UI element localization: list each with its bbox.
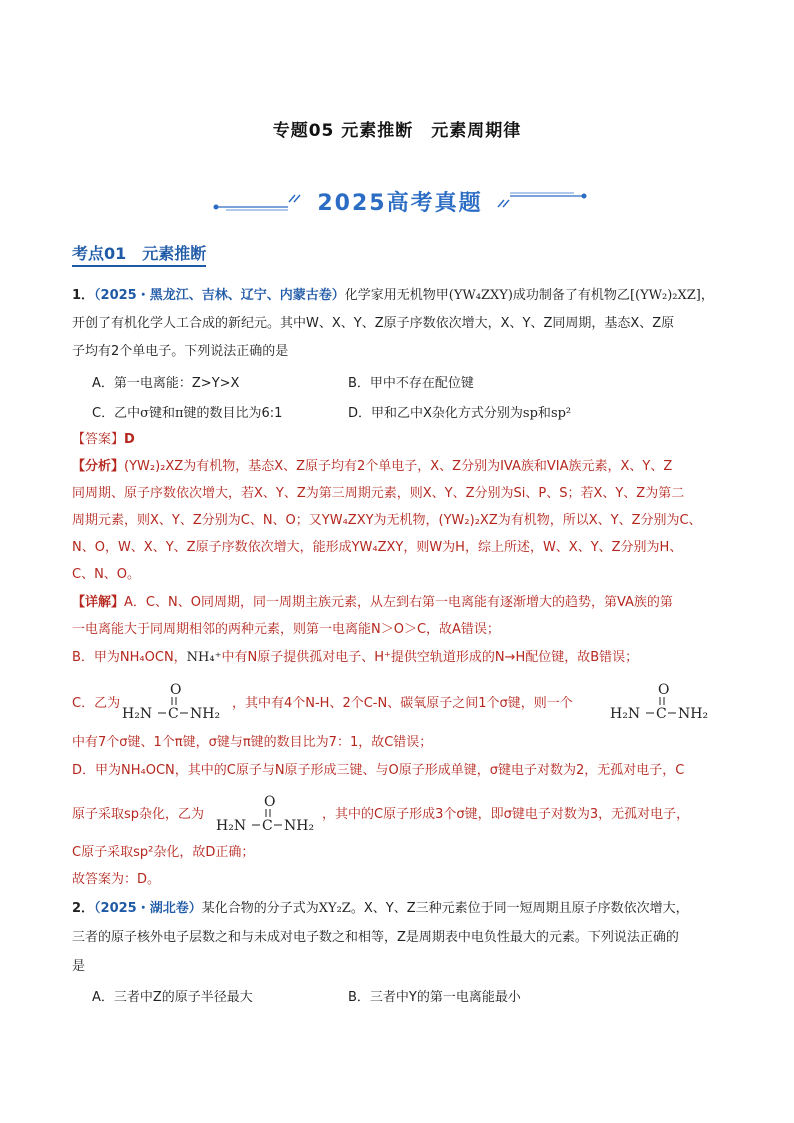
banner-text: 2025高考真题 (317, 191, 483, 216)
svg-text:NH₂: NH₂ (284, 818, 315, 834)
q1-detail-d-line2b: ，其中的C原子形成3个σ键，即σ键电子对数为3，无孤对电子， (322, 807, 690, 822)
urea-structure (120, 678, 230, 722)
q2-source: （2025・湖北卷） (94, 901, 202, 916)
q1-detail-a-line1: 【详解】A．C、N、O同周期，同一周期主族元素，从左到右第一电离能有逐渐增大的趋势，第VA族的第 (72, 595, 673, 610)
q1-stem-line1: 1．（2025・黑龙江、吉林、辽宁、内蒙古卷）化学家用无机物甲(YW₄ZXY)成功制备了有机物乙[(YW₂)₂XZ]， (72, 288, 714, 303)
q1-analysis-line3: 周期元素，则X、Y、Z分别为C、N、O；又YW₄ZXY为无机物，(YW₂)₂XZ为有机物，所以X、Y、Z分别为C、 (72, 513, 702, 528)
svg-text:O: O (264, 794, 276, 810)
q1-source: （2025・黑龙江、吉林、辽宁、内蒙古卷） (94, 288, 345, 303)
urea-structure (214, 790, 324, 834)
svg-text:H₂N: H₂N (122, 706, 153, 722)
q1-detail-d-line2a: 原子采取sp杂化，乙为 (72, 807, 205, 822)
q1-analysis-line5: C、N、O。 (72, 567, 141, 582)
svg-text:H₂N: H₂N (216, 818, 247, 834)
q1-detail-b: B．甲为NH₄OCN，NH₄⁺中有N原子提供孤对电子、H⁺提供空轨道形成的N→H配位键，故B错误； (72, 650, 639, 665)
svg-text:O: O (170, 682, 182, 698)
q2-stem-line2: 三者的原子核外电子层数之和与未成对电子数之和相等，Z是周期表中电负性最大的元素。下列说法正确的 (72, 930, 679, 945)
q1-detail-a-line2: 一电离能大于同周期相邻的两种元素，则第一电离能N＞O＞C，故A错误； (72, 622, 500, 637)
svg-text:NH₂: NH₂ (678, 706, 709, 722)
q1-answer: 【答案】D (72, 432, 135, 447)
q1-detail-d-line1: D．甲为NH₄OCN，其中的C原子与N原子形成三键、与O原子形成单键，σ键电子对数为2，无孤对电子，C (72, 763, 685, 778)
svg-text:NH₂: NH₂ (190, 706, 221, 722)
q1-detail-c-line2: 中有7个σ键、1个π键，σ键与π键的数目比为7：1，故C错误； (72, 735, 433, 750)
section-heading: 考点01 元素推断 (72, 241, 206, 267)
q1-analysis-line4: N、O，W、X、Y、Z原子序数依次增大，能形成YW₄ZXY，则W为H，综上所述，W、X、Y、Z分别为H、 (72, 540, 683, 555)
q1-conclusion: 故答案为：D。 (72, 872, 161, 887)
q2-stem-line3: 是 (72, 959, 86, 974)
page-title: 专题05 元素推断 元素周期律 (272, 121, 522, 141)
q1-stem-line2: 开创了有机化学人工合成的新纪元。其中W、X、Y、Z原子序数依次增大，X、Y、Z同周期，基态X、Z原 (72, 316, 675, 331)
q1-option-b: B．甲中不存在配位键 (348, 376, 474, 391)
q1-stem-line3: 子均有2个单电子。下列说法正确的是 (72, 344, 289, 359)
svg-text:C: C (262, 818, 273, 834)
svg-text:C: C (656, 706, 667, 722)
q1-detail-c-text: ，其中有4个N-H、2个C-N、碳氧原子之间1个σ键，则一个 (232, 696, 573, 711)
q2-stem-line1: 2．（2025・湖北卷）某化合物的分子式为XY₂Z。X、Y、Z三种元素位于同一短周期且原子序数依次增大， (72, 901, 689, 916)
q1-detail-d-line3: C原子采取sp²杂化，故D正确； (72, 845, 255, 860)
svg-text:C: C (168, 706, 179, 722)
q1-detail-c-label: C．乙为 (72, 696, 121, 711)
banner (210, 181, 590, 221)
svg-text:O: O (658, 682, 670, 698)
q2-option-a: A．三者中Z的原子半径最大 (92, 990, 253, 1005)
q1-option-d: D．甲和乙中X杂化方式分别为sp和sp² (348, 406, 572, 421)
q1-analysis-line2: 同周期、原子序数依次增大，若X、Y、Z为第三周期元素，则X、Y、Z分别为Si、P、S；若X、Y、Z为第二 (72, 486, 685, 501)
q1-analysis-line1: 【分析】(YW₂)₂XZ为有机物，基态X、Z原子均有2个单电子，X、Z分别为IVA族和VIA族元素，X、Y、Z (72, 459, 673, 474)
q2-option-b: B．三者中Y的第一电离能最小 (348, 990, 521, 1005)
q1-option-a: A．第一电离能：Z>Y>X (92, 376, 240, 391)
q1-option-c: C．乙中σ键和π键的数目比为6:1 (92, 406, 283, 421)
svg-text:H₂N: H₂N (610, 706, 641, 722)
urea-structure (608, 678, 718, 722)
